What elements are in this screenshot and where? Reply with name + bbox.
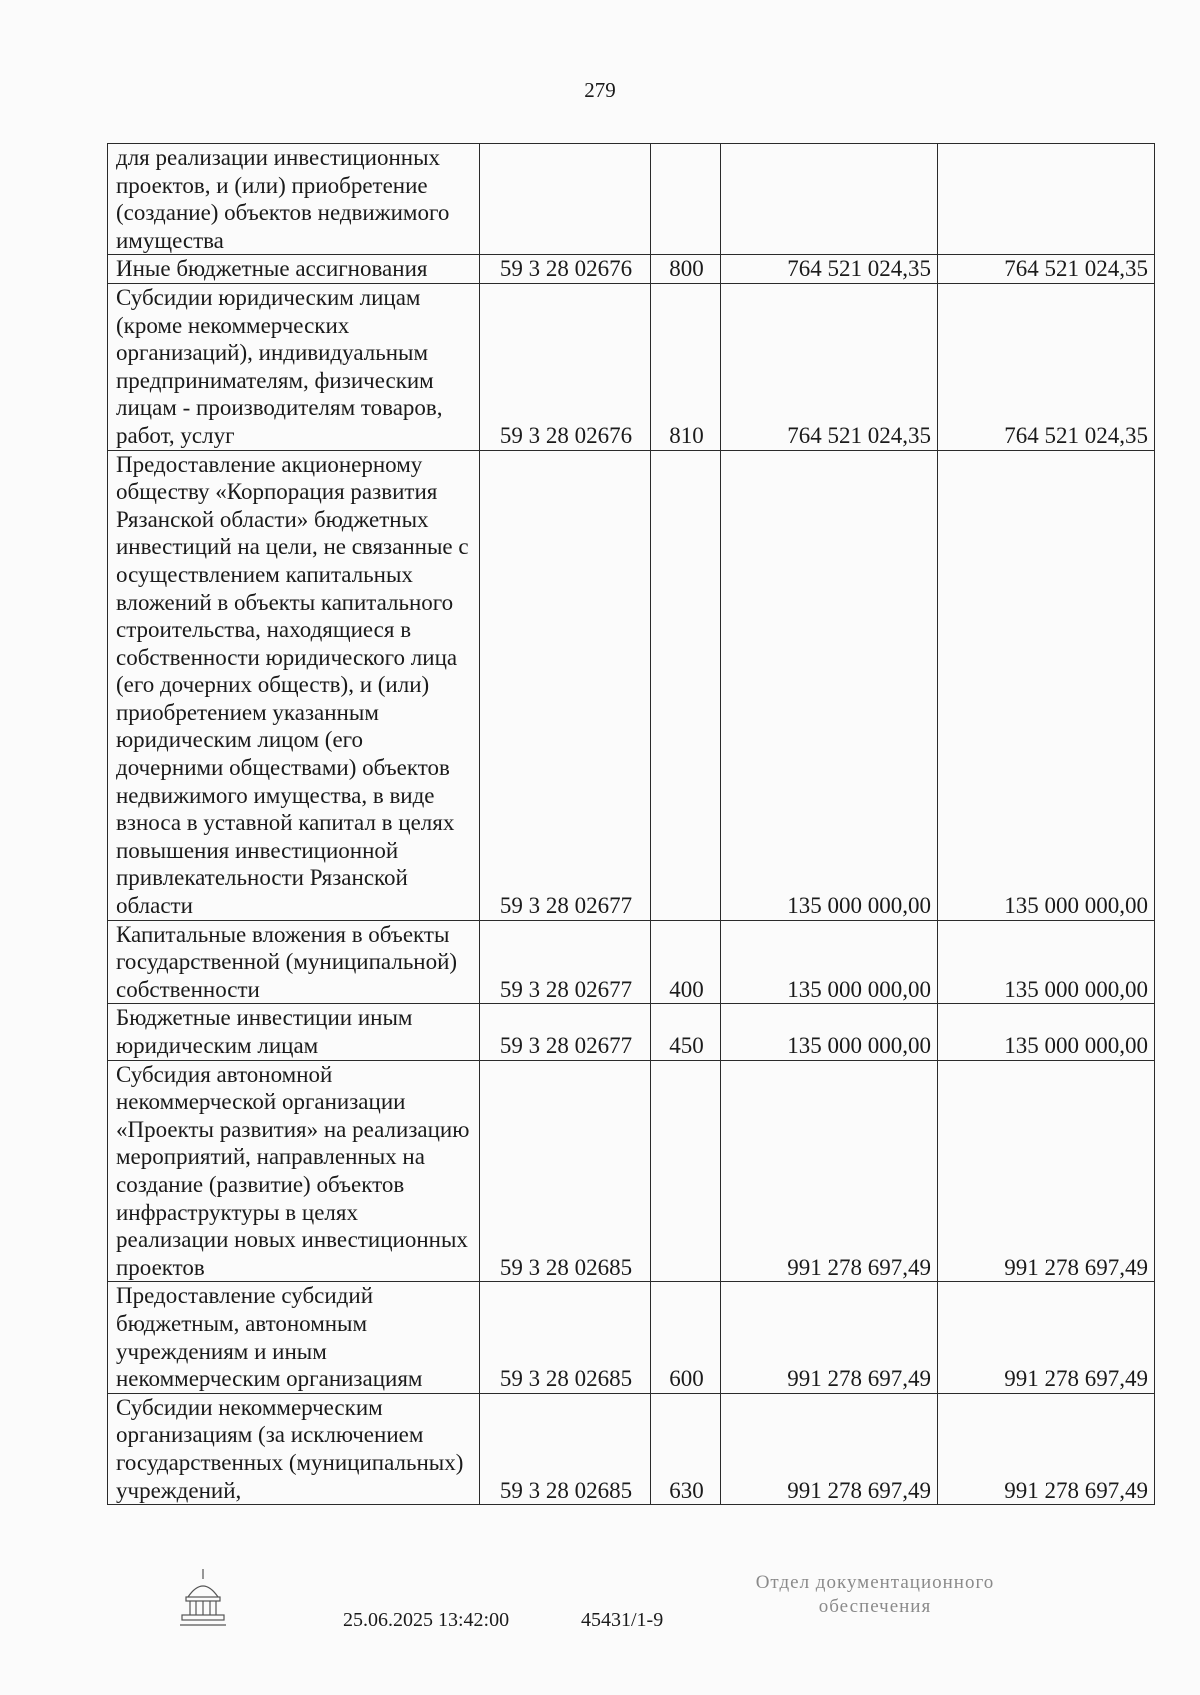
row-amount-1-cell: 991 278 697,49: [721, 1393, 938, 1504]
row-amount-2-cell: 135 000 000,00: [938, 1004, 1155, 1060]
row-code-cell: 59 3 28 02676: [480, 283, 651, 450]
row-vr-cell: 600: [651, 1282, 721, 1393]
row-amount-2-cell: 135 000 000,00: [938, 920, 1155, 1004]
row-code-cell: 59 3 28 02677: [480, 1004, 651, 1060]
stamp-line: обеспечения: [818, 1596, 932, 1617]
table-row: [108, 283, 1155, 450]
row-amount-1-cell: 764 521 024,35: [721, 255, 938, 284]
row-amount-2-cell: 991 278 697,49: [938, 1060, 1155, 1282]
table-row: [108, 144, 1155, 255]
row-vr-cell: 450: [651, 1004, 721, 1060]
row-code-cell: 59 3 28 02677: [480, 450, 651, 920]
row-code-cell: 59 3 28 02685: [480, 1060, 651, 1282]
stamp-line: Отдел документационного: [755, 1572, 995, 1593]
row-vr-cell: 810: [651, 283, 721, 450]
row-name-cell: Субсидия автономной некоммерческой организации «Проекты развития» на реализацию мероприятий, направленных на создание (развитие) объектов инфраструктуры в целях реализации новых инвестиционных проектов: [108, 1060, 480, 1282]
row-amount-2-cell: [938, 144, 1155, 255]
row-code-cell: 59 3 28 02677: [480, 920, 651, 1004]
department-stamp: [725, 1571, 1025, 1619]
table-row: [108, 1282, 1155, 1393]
row-vr-cell: [651, 450, 721, 920]
row-code-cell: 59 3 28 02685: [480, 1393, 651, 1504]
page-number: 279: [584, 78, 616, 102]
row-code-cell: [480, 144, 651, 255]
table-row: [108, 255, 1155, 284]
row-vr-cell: 400: [651, 920, 721, 1004]
row-name-cell: Субсидии юридическим лицам (кроме некоммерческих организаций), индивидуальным предпринимателям, физическим лицам - производителям товаров, работ, услуг: [108, 283, 480, 450]
row-amount-1-cell: 135 000 000,00: [721, 1004, 938, 1060]
row-name-cell: Предоставление субсидий бюджетным, автономным учреждениям и иным некоммерческим организациям: [108, 1282, 480, 1393]
footer-datetime: 25.06.2025 13:42:00: [343, 1609, 510, 1631]
row-name-cell: Предоставление акционерному обществу «Корпорация развития Рязанской области» бюджетных инвестиций на цели, не связанные с осуществлением капитальных вложений в объекты капитального строительства, находящиеся в собственности юридического лица (его дочерних обществ), и (или) приобретением указанным юридическим лицом (его дочерними обществами) объектов недвижимого имущества, в виде взноса в уставной капитал в целях повышения инвестиционной привлекательности Рязанской области: [108, 450, 480, 920]
row-amount-1-cell: [721, 144, 938, 255]
footer-reg-number: 45431/1-9: [581, 1609, 664, 1631]
row-amount-2-cell: 764 521 024,35: [938, 283, 1155, 450]
table-row: [108, 1060, 1155, 1282]
row-code-cell: 59 3 28 02676: [480, 255, 651, 284]
row-name-cell: Иные бюджетные ассигнования: [108, 255, 480, 284]
duma-emblem-icon: [178, 1567, 228, 1629]
row-amount-2-cell: 991 278 697,49: [938, 1393, 1155, 1504]
row-name-cell: Субсидии некоммерческим организациям (за исключением государственных (муниципальных) учреждений,: [108, 1393, 480, 1504]
row-amount-1-cell: 991 278 697,49: [721, 1282, 938, 1393]
row-code-cell: 59 3 28 02685: [480, 1282, 651, 1393]
row-amount-2-cell: 764 521 024,35: [938, 255, 1155, 284]
row-amount-1-cell: 764 521 024,35: [721, 283, 938, 450]
table-row: [108, 450, 1155, 920]
row-amount-2-cell: 135 000 000,00: [938, 450, 1155, 920]
budget-table: [107, 143, 1155, 1505]
row-name-cell: Бюджетные инвестиции иным юридическим лицам: [108, 1004, 480, 1060]
table-row: [108, 920, 1155, 1004]
row-amount-1-cell: 135 000 000,00: [721, 920, 938, 1004]
row-amount-1-cell: 991 278 697,49: [721, 1060, 938, 1282]
row-vr-cell: 630: [651, 1393, 721, 1504]
row-vr-cell: [651, 144, 721, 255]
row-amount-2-cell: 991 278 697,49: [938, 1282, 1155, 1393]
row-name-cell: Капитальные вложения в объекты государственной (муниципальной) собственности: [108, 920, 480, 1004]
row-amount-1-cell: 135 000 000,00: [721, 450, 938, 920]
table-row: [108, 1004, 1155, 1060]
row-name-cell: для реализации инвестиционных проектов, и (или) приобретение (создание) объектов недвижимого имущества: [108, 144, 480, 255]
row-vr-cell: [651, 1060, 721, 1282]
table-row: [108, 1393, 1155, 1504]
row-vr-cell: 800: [651, 255, 721, 284]
